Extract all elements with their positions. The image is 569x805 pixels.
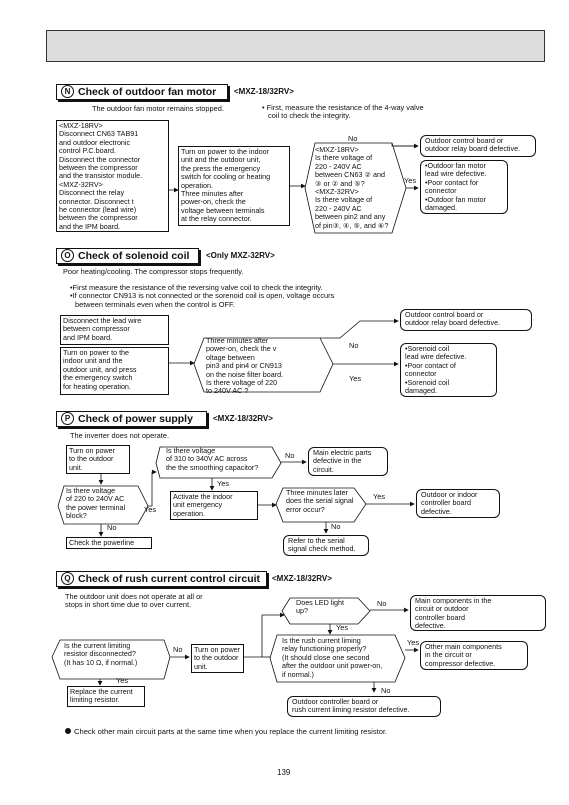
section-q-d3-no: No <box>381 686 391 695</box>
section-n-note: • First, measure the resistance of the 4-way valve coil to check the integrity. <box>262 103 424 121</box>
section-n-yes-result: •Outdoor fan motor lead wire defective. •Poor contact for connector •Outdoor fan motor damaged. <box>420 160 508 214</box>
section-o-decision: Three minutes after power-on, check the v oltage between pin3 and pin4 or CN913 on the noise filter board. Is there voltage of 220 to 240V AC ? <box>206 336 284 394</box>
section-q-model: <MXZ-18/32RV> <box>272 574 332 583</box>
section-p-act: Activate the indoor unit emergency operation. <box>170 491 258 520</box>
section-q-act: Turn on power to the outdoor unit. <box>191 644 244 673</box>
section-q-d2: Does LED light up? <box>296 598 344 616</box>
section-p-model: <MXZ-18/32RV> <box>213 414 273 423</box>
section-o-yes-result: •Sorenoid coil lead wire defective. •Poor contact of connector •Sorenoid coil damaged. <box>400 343 497 397</box>
section-o-note: •First measure the resistance of the reversing valve coil to check the integrity. •If connector CN913 is not connected or the sorenoid coil is open, voltage occurs between terminals even when the control is OFF. <box>70 283 335 309</box>
section-o-title: Check of solenoid coil <box>78 250 190 262</box>
section-q-d3-no-result: Outdoor controller board or rush current liming resistor defective. <box>287 696 441 717</box>
section-n-decision: <MXZ-18RV> Is there voltage of 220 - 240V AC between CN63 ② and ③ or ② and ⑤? <MXZ-32RV> Is there voltage of 220 - 240V AC between pin2 and any of pin③, ④, ⑤, and ⑥? <box>315 145 389 230</box>
section-o-box2: Turn on power to the indoor unit and the outdoor unit, and press the emergency switch for heating operation. <box>60 347 169 395</box>
section-n-symptom: The outdoor fan motor remains stopped. <box>92 104 224 113</box>
section-q-symptom: The outdoor unit does not operate at all or stops in short time due to over current. <box>65 592 203 610</box>
section-q-d3-yes: Yes <box>407 638 420 647</box>
section-p-d2-yes: Yes <box>217 479 230 488</box>
section-p-d2: Is there voltage of 310 to 340V AC across the the smoothing capacitor? <box>166 446 259 472</box>
section-p-d1-yes: Yes <box>144 505 157 514</box>
section-n-letter: N <box>61 85 74 98</box>
section-q-header <box>56 571 267 587</box>
section-q-title: Check of rush current control circuit <box>78 573 261 585</box>
section-q-d2-no-result: Main components in the circuit or outdoor controller board defective. <box>410 595 546 631</box>
section-p-d3-no-result: Refer to the serial signal check method. <box>283 535 369 556</box>
page-number: 139 <box>277 768 291 777</box>
section-q-d2-yes: Yes <box>336 623 349 632</box>
section-n-no-result: Outdoor control board or outdoor relay board defective. <box>420 135 536 157</box>
section-n-yes-label: Yes <box>404 176 417 185</box>
section-n-no-label: No <box>348 134 358 143</box>
section-n-box1: <MXZ-18RV> Disconnect CN63 TAB91 and outdoor electronic control P.C.board. Disconnect the connector between the compressor and the transistor module. <MXZ-32RV> Disconnect the relay connector. Disconnect t he connector (lead wire) between the compressor and the IPM board. <box>56 120 169 232</box>
section-p-d3: Three minutes later does the serial signal error occur? <box>286 488 354 514</box>
section-q-d1-yes-result: Replace the current limiting resistor. <box>67 686 145 707</box>
section-q-d1: Is the current limiting resistor disconnected? (It has 10 Ω, if normal.) <box>64 641 138 667</box>
section-o-no-label: No <box>349 341 359 350</box>
section-p-start: Turn on power to the outdoor unit. <box>66 445 130 474</box>
section-q-d2-no: No <box>377 599 387 608</box>
section-o-model: <Only MXZ-32RV> <box>206 251 275 260</box>
section-n-header <box>56 84 228 100</box>
section-p-title: Check of power supply <box>78 413 193 425</box>
section-p-header <box>56 411 207 427</box>
section-n-model: <MXZ-18/32RV> <box>234 87 294 96</box>
section-o-symptom: Poor heating/cooling. The compressor stops frequently. <box>63 267 244 276</box>
section-q-d1-yes: Yes <box>116 676 129 685</box>
section-o-yes-label: Yes <box>349 374 362 383</box>
section-o-box1: Disconnect the lead wire between compressor and IPM board. <box>60 315 169 345</box>
section-p-d1-no: No <box>107 523 117 532</box>
section-p-letter: P <box>61 412 74 425</box>
section-n-box2: Turn on power to the indoor unit and the outdoor unit, the press the emergency switch for cooling or heating operation. Three minutes after power-on, check the voltage between terminals at the relay connector. <box>178 146 290 226</box>
section-p-d2-no-result: Main electric parts defective in the circuit. <box>308 447 388 476</box>
section-p-d3-yes: Yes <box>373 492 386 501</box>
bullet-icon <box>65 728 71 734</box>
section-q-d3: Is the rush current liming relay functioning properly? (It should close one second after the outdoor unit power-on, if normal.) <box>282 636 383 679</box>
section-p-d2-no: No <box>285 451 295 460</box>
section-o-header <box>56 248 199 264</box>
section-p-d3-yes-result: Outdoor or indoor controller board defective. <box>416 489 500 518</box>
section-n-title: Check of outdoor fan motor <box>78 86 217 98</box>
section-o-no-result: Outdoor control board or outdoor relay board defective. <box>400 309 532 331</box>
section-q-letter: Q <box>61 572 74 585</box>
section-p-symptom: The inverter does not operate. <box>70 431 170 440</box>
section-p-d1-no-result: Check the powerline <box>66 537 152 549</box>
footer-note: Check other main circuit parts at the same time when you replace the current limiting resistor. <box>65 727 387 736</box>
section-q-d3-yes-result: Other main components in the circuit or compressor defective. <box>420 641 528 670</box>
section-o-letter: O <box>61 249 74 262</box>
section-p-d1: Is there voltage of 220 to 240V AC the power terminal block? <box>66 486 126 521</box>
section-p-d3-no: No <box>331 522 341 531</box>
section-q-d1-no: No <box>173 645 183 654</box>
